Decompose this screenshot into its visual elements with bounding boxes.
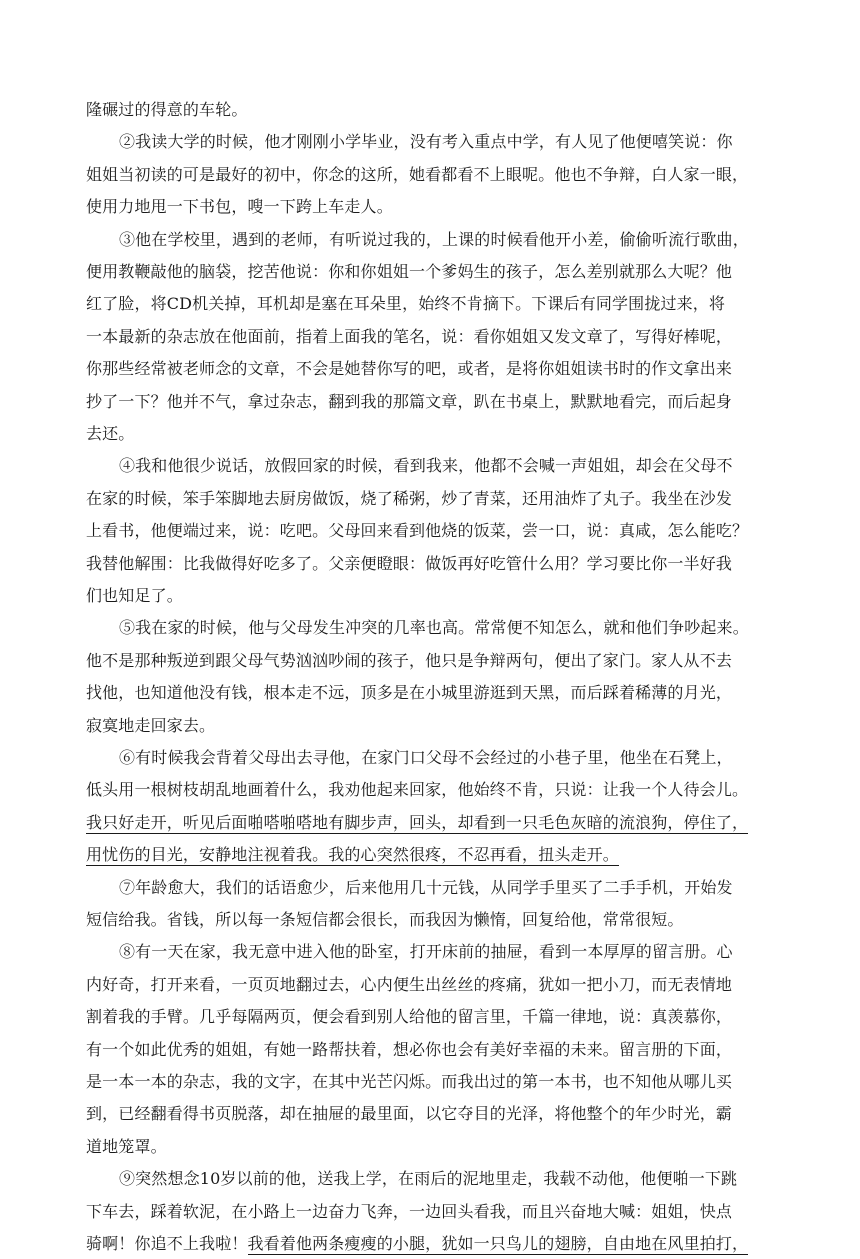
line-text: 我替他解围：比我做得好吃多了。父亲便瞪眼：做饭再好吃管什么用？学习要比你一半好我	[86, 553, 733, 573]
text-line	[86, 1197, 732, 1227]
text-line	[86, 678, 732, 708]
line-text: ③他在学校里，遇到的老师，有听说过我的，上课的时候看他开小差，偷偷听流行歌曲，	[119, 229, 749, 249]
line-text: 去还。	[86, 424, 135, 443]
line-text: 用忧伤的目光，安静地注视着我。我的心突然很疼，不忍再看，扭头走开。	[86, 845, 619, 865]
line-text: 姐姐当初读的可是最好的初中，你念的这所，她看都看不上眼呢。他也不争辩，白人家一眼，	[86, 164, 749, 184]
line-text: 抄了一下？他并不气，拿过杂志，翻到我的那篇文章，趴在书桌上，默默地看完，而后起身	[86, 391, 733, 411]
text-line	[86, 1002, 732, 1032]
text-line	[86, 484, 732, 514]
line-text: 使用力地甩一下书包，嗖一下跨上车走人。	[86, 197, 393, 217]
line-text: 内好奇，打开来看，一页页地翻过去，心内便生出丝丝的疼痛，犹如一把小刀，而无表情地	[86, 974, 733, 994]
text-line	[86, 1035, 732, 1065]
line-text: 低头用一根树枝胡乱地画着什么，我劝他起来回家，他始终不肯，只说：让我一个人待会儿。	[86, 780, 749, 800]
text-line	[86, 289, 725, 319]
text-line	[119, 743, 733, 773]
text-line	[86, 1099, 732, 1129]
line-text: 是一本一本的杂志，我的文字，在其中光芒闪烁。而我出过的第一本书，也不知他从哪儿买	[86, 1072, 733, 1091]
text-line	[119, 127, 733, 157]
line-text: 骑啊！你追不上我啦！	[86, 1234, 248, 1253]
text-line	[86, 516, 748, 546]
text-line	[86, 95, 248, 125]
text-line	[119, 451, 733, 481]
text-line	[86, 160, 748, 190]
line-text: ⑧有一天在家，我无意中进入他的卧室，打开床前的抽屉，看到一本厚厚的留言册。心	[119, 942, 733, 962]
line-text: 道地笼罩。	[86, 1136, 167, 1156]
line-text: 找他，也知道他没有钱，根本走不远，顶多是在小城里游逛到天黑，而后踩着稀薄的月光，	[86, 683, 733, 703]
text-line	[86, 257, 732, 287]
line-text: 寂寞地走回家去。	[86, 715, 216, 735]
text-line	[86, 192, 393, 222]
line-text: ②我读大学的时候，他才刚刚小学毕业，没有考入重点中学，有人见了他便嘻笑说：你	[119, 132, 733, 152]
text-line	[86, 1067, 732, 1097]
line-text: 有一个如此优秀的姐姐，有她一路帮扶着，想必你也会有美好幸福的未来。留言册的下面，	[86, 1039, 733, 1059]
text-line	[119, 937, 733, 967]
line-text: ⑤我在家的时候，他与父母发生冲突的几率也高。常常便不知怎么，就和他们争吵起来。	[119, 618, 749, 638]
line-text: 上看书，他便端过来，说：吃吧。父母回来看到他烧的饭菜，尝一口，说：真咸，怎么能吃？	[86, 521, 749, 541]
text-line	[86, 581, 183, 611]
line-text: 们也知足了。	[86, 586, 183, 605]
text-line	[86, 775, 748, 805]
line-text: 下车去，踩着软泥，在小路上一边奋力飞奔，一边回头看我，而且兴奋地大喊：姐姐，快点	[86, 1201, 733, 1221]
text-line	[86, 905, 684, 935]
text-line	[86, 970, 732, 1000]
line-text: ④我和他很少说话，放假回家的时候，看到我来，他都不会喊一声姐姐，却会在父母不	[119, 456, 733, 476]
text-line	[86, 646, 732, 676]
text-line	[119, 1164, 737, 1194]
text-line	[86, 1229, 748, 1259]
line-text: 红了脸，将CD机关掉，耳机却是塞在耳朵里，始终不肯摘下。下课后有同学围拢过来，将	[86, 294, 726, 314]
text-line	[86, 387, 732, 417]
underlined-text: 我看着他两条瘦瘦的小腿，犹如一只鸟儿的翅膀，自由地在风里拍打，	[247, 1234, 749, 1253]
line-text: 他不是那种叛逆到跟父母气势汹汹吵闹的孩子，他只是争辩两句，便出了家门。家人从不去	[86, 650, 733, 670]
line-text: 一本最新的杂志放在他面前，指着上面我的笔名，说：看你姐姐又发文章了，写得好棒呢，	[86, 326, 733, 346]
text-line	[86, 1132, 167, 1162]
line-text: 我只好走开，听见后面啪嗒啪嗒地有脚步声，回头，却看到一只毛色灰暗的流浪狗，停住了，	[86, 812, 749, 832]
line-text: 隆碾过的得意的车轮。	[86, 100, 248, 119]
line-text: ⑦年龄愈大，我们的话语愈少，后来他用几十元钱，从同学手里买了二手手机，开始发	[119, 877, 733, 897]
text-line	[86, 419, 134, 449]
line-text: ⑥有时候我会背着父母出去寻他，在家门口父母不会经过的小巷子里，他坐在石凳上，	[119, 748, 733, 767]
text-line	[86, 840, 619, 870]
line-text: ⑨突然想念10岁以前的他，送我上学，在雨后的泥地里走，我载不动他，他便啪一下跳	[119, 1169, 738, 1189]
line-text: 便用教鞭敲他的脑袋，挖苦他说：你和你姐姐一个爹妈生的孩子，怎么差别就那么大呢？他	[86, 262, 733, 281]
text-line	[86, 711, 215, 741]
text-line	[86, 322, 732, 352]
line-text: 在家的时候，笨手笨脚地去厨房做饭，烧了稀粥，炒了青菜，还用油炸了丸子。我坐在沙发	[86, 488, 733, 508]
text-line	[119, 873, 733, 903]
text-line	[86, 808, 748, 838]
text-line	[119, 613, 749, 643]
text-line	[86, 354, 732, 384]
line-text: 你那些经常被老师念的文章，不会是她替你写的吧，或者，是将你姐姐读书时的作文拿出来	[86, 359, 733, 379]
line-text: 割着我的手臂。几乎每隔两页，便会看到别人给他的留言里，千篇一律地，说：真羡慕你，	[86, 1007, 733, 1027]
text-line	[119, 225, 749, 255]
line-text: 短信给我。省钱，所以每一条短信都会很长，而我因为懒惰，回复给他，常常很短。	[86, 910, 684, 929]
line-text: 到，已经翻看得书页脱落，却在抽屉的最里面，以它夺目的光泽，将他整个的年少时光，霸	[86, 1104, 733, 1124]
text-line	[86, 549, 732, 579]
